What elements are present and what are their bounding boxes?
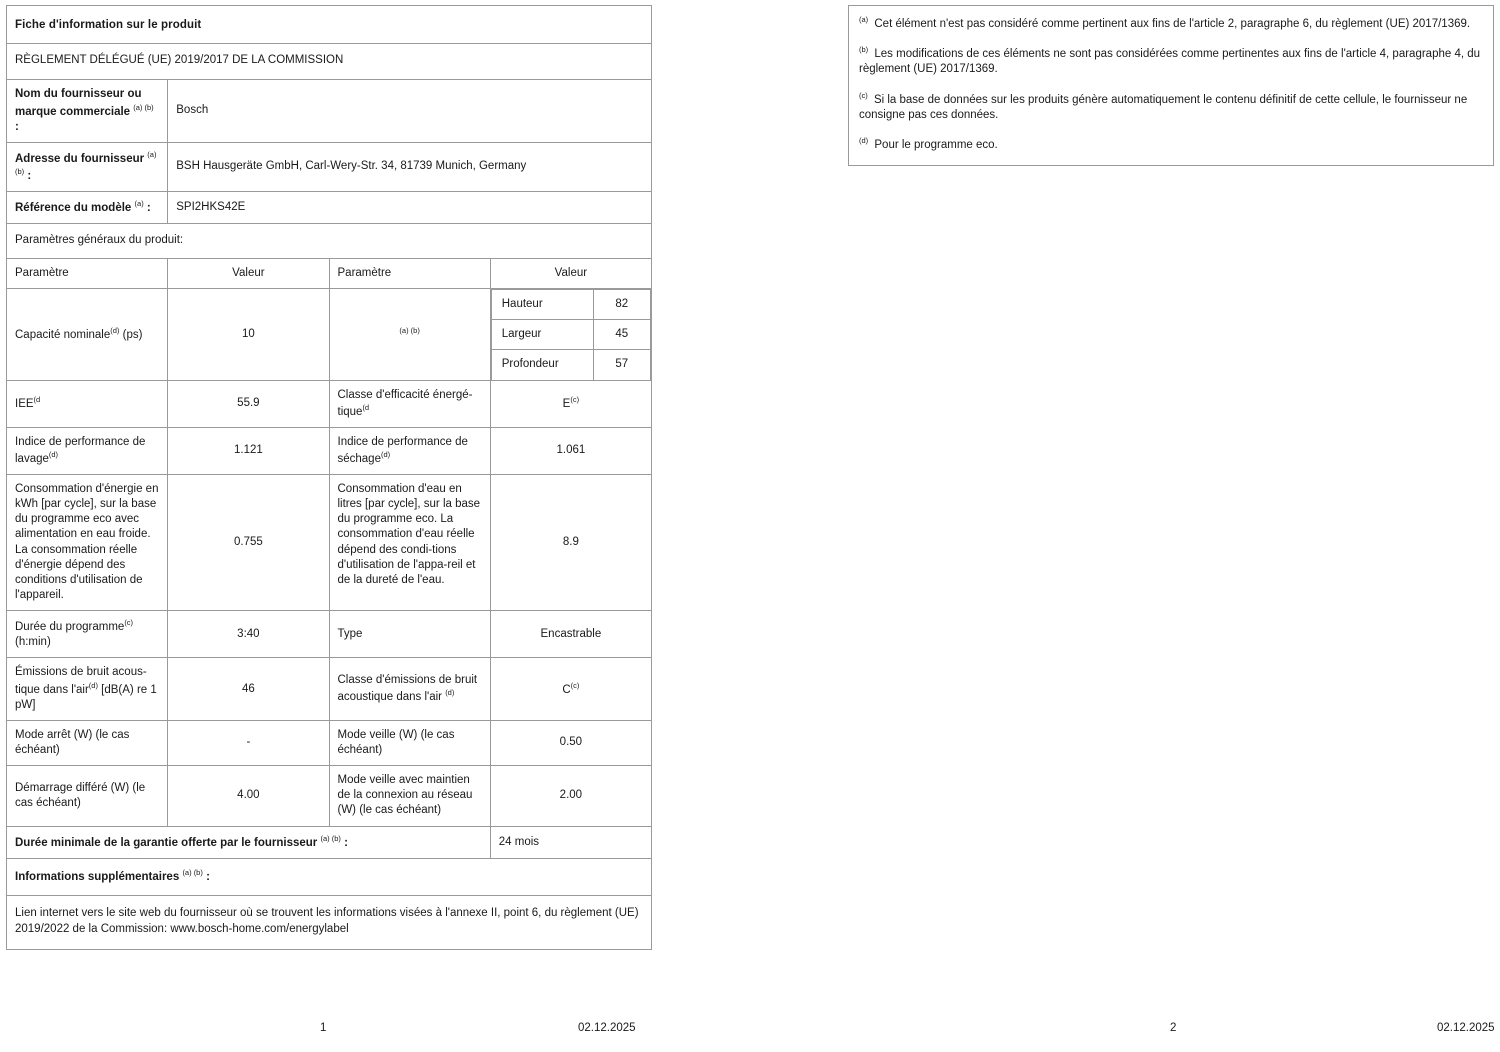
internet-link-row [7, 895, 652, 949]
model-colon: : [146, 201, 151, 214]
supplier-name-label-cell [7, 80, 168, 142]
standby-mode-label: Mode veille (W) (le cas échéant) [329, 720, 490, 765]
additional-info-label-cell [7, 858, 652, 895]
iee-row [7, 380, 652, 427]
page-2-number: 2 [1170, 1022, 1177, 1034]
additional-info-colon: : [206, 870, 210, 883]
dimension-row-depth [491, 350, 650, 380]
energy-class-footnote: (d [362, 402, 370, 412]
noise-class-value-cell [490, 658, 651, 720]
dimension-row-height [491, 290, 650, 320]
drying-performance-footnote: (d) [380, 449, 391, 459]
duration-row [7, 611, 652, 658]
noise-class-label: Classe d'émissions de bruit acoustique dans l'air [337, 674, 478, 704]
noise-value: 46 [168, 658, 329, 720]
washing-performance-label: Indice de performance de lavage [15, 435, 146, 465]
footnote-a [859, 15, 1483, 32]
footnote-d-marker: (d) [859, 135, 869, 145]
footnotes-box [848, 5, 1494, 166]
duration-label-tail: (h:min) [15, 636, 51, 649]
dimension-label-height: Hauteur [491, 290, 593, 320]
dimension-value-height: 82 [593, 290, 650, 320]
additional-info-footnote: (a) (b) [182, 867, 203, 877]
regulation-subtitle: RÈGLEMENT DÉLÉGUÉ (UE) 2019/2017 DE LA COMMISSION [7, 44, 652, 80]
supplier-name-value: Bosch [168, 80, 652, 142]
iee-label-cell [7, 380, 168, 427]
delay-start-value: 4.00 [168, 766, 329, 827]
noise-class-value: C [562, 683, 571, 696]
networked-standby-label: Mode veille avec maintien de la connexion au réseau (W) (le cas échéant) [329, 766, 490, 827]
noise-label: Émissions de bruit acous-tique dans l'air [15, 666, 147, 696]
off-mode-value: - [168, 720, 329, 765]
general-section-row [7, 223, 652, 258]
iee-label: IEE [15, 397, 34, 410]
dimension-value-depth: 57 [593, 350, 650, 380]
supplier-address-colon: : [27, 169, 32, 182]
general-parameters-label: Paramètres généraux du produit: [7, 223, 652, 258]
noise-class-label-cell [329, 658, 490, 720]
duration-footnote: (c) [124, 618, 134, 628]
footnote-c [859, 91, 1483, 123]
additional-info-row [7, 858, 652, 895]
washing-performance-value: 1.121 [168, 427, 329, 474]
energy-class-value-cell [490, 380, 651, 427]
supplier-name-label: Nom du fournisseur ou marque commerciale [15, 88, 142, 118]
noise-class-value-footnote: (c) [570, 680, 580, 690]
footnote-c-marker: (c) [859, 90, 868, 100]
supplier-address-footnote: (a) (b) [15, 149, 157, 176]
warranty-colon: : [344, 836, 348, 849]
warranty-footnote: (a) (b) [320, 833, 341, 843]
drying-performance-label: Indice de performance de séchage [337, 435, 468, 465]
footnote-a-text: Cet élément n'est pas considéré comme pertinent aux fins de l'article 2, paragraphe 6, du règlement (UE) 2017/1369. [874, 17, 1471, 30]
dimensions-footnote: (a) (b) [399, 325, 420, 335]
supplier-address-value: BSH Hausgeräte GmbH, Carl-Wery-Str. 34, 81739 Munich, Germany [168, 142, 652, 191]
dimension-value-width: 45 [593, 320, 650, 350]
model-value: SPI2HKS42E [168, 191, 652, 223]
delay-start-label: Démarrage différé (W) (le cas échéant) [7, 766, 168, 827]
header-value-1: Valeur [168, 258, 329, 288]
iee-footnote: (d [33, 395, 41, 405]
warranty-row [7, 826, 652, 858]
drying-performance-value: 1.061 [490, 427, 651, 474]
model-label: Référence du modèle [15, 201, 132, 214]
consumption-row [7, 474, 652, 610]
dimension-label-depth: Profondeur [491, 350, 593, 380]
energy-class-label-cell [329, 380, 490, 427]
footnote-d [859, 136, 1483, 153]
supplier-address-label-cell [7, 142, 168, 191]
washing-performance-footnote: (d) [48, 449, 59, 459]
supplier-address-label: Adresse du fournisseur [15, 152, 145, 165]
water-consumption-label: Consommation d'eau en litres [par cycle], sur la base du programme eco. La consommation d'eau réelle dépend des condi-tions d'utilisation de l'appa-reil et de la dureté de l'eau. [329, 474, 490, 610]
supplier-name-row [7, 80, 652, 142]
networked-standby-value: 2.00 [490, 766, 651, 827]
capacity-footnote: (d) [110, 325, 120, 335]
off-standby-row [7, 720, 652, 765]
energy-consumption-value: 0.755 [168, 474, 329, 610]
noise-class-footnote: (d) [445, 688, 455, 698]
product-information-sheet [6, 5, 652, 950]
dimension-label-width: Largeur [491, 320, 593, 350]
energy-class-value: E [562, 397, 571, 410]
water-consumption-value: 8.9 [490, 474, 651, 610]
model-footnote: (a) [134, 198, 144, 208]
iee-value: 55.9 [168, 380, 329, 427]
energy-class-label: Classe d'efficacité énergé-tique [337, 388, 473, 418]
standby-mode-value: 0.50 [490, 720, 651, 765]
supplier-address-row [7, 142, 652, 191]
noise-label-tail: [dB(A) re 1 pW] [15, 683, 157, 711]
dimensions-label-cell [329, 289, 490, 381]
noise-row [7, 658, 652, 720]
type-label: Type [329, 611, 490, 658]
footnote-b-text: Les modifications de ces éléments ne sont pas considérées comme pertinentes aux fins de l'article 4, paragraphe 4, du règlement (UE) 2017/1369. [859, 47, 1481, 76]
energy-class-value-footnote: (c) [570, 395, 580, 405]
delay-network-row [7, 766, 652, 827]
performance-row [7, 427, 652, 474]
dimension-row-width [491, 320, 650, 350]
duration-value: 3:40 [168, 611, 329, 658]
footnote-d-text: Pour le programme eco. [874, 138, 998, 151]
supplier-name-colon: : [15, 120, 19, 133]
footnote-b [859, 45, 1483, 77]
type-value: Encastrable [490, 611, 651, 658]
dimensions-table [491, 289, 651, 380]
footnote-b-marker: (b) [859, 45, 869, 55]
capacity-label-tail: (ps) [122, 328, 143, 341]
page-1-number: 1 [320, 1022, 327, 1034]
warranty-label: Durée minimale de la garantie offerte par le fournisseur [15, 836, 318, 849]
drying-performance-label-cell [329, 427, 490, 474]
duration-label-cell [7, 611, 168, 658]
warranty-label-cell [7, 826, 491, 858]
dimensions-cell [490, 289, 651, 381]
page-title: Fiche d'information sur le produit [7, 6, 652, 44]
washing-performance-label-cell [7, 427, 168, 474]
header-value-2: Valeur [490, 258, 651, 288]
page-2-date: 02.12.2025 [1437, 1022, 1495, 1034]
header-parameter-1: Paramètre [7, 258, 168, 288]
noise-label-cell [7, 658, 168, 720]
duration-label: Durée du programme [15, 621, 125, 634]
capacity-label: Capacité nominale [15, 328, 111, 341]
noise-footnote: (d) [88, 680, 98, 690]
warranty-value: 24 mois [490, 826, 651, 858]
page-1-date: 02.12.2025 [578, 1022, 636, 1034]
capacity-value: 10 [168, 289, 329, 381]
additional-info-label: Informations supplémentaires [15, 870, 180, 883]
supplier-website-text: Lien internet vers le site web du fournisseur où se trouvent les informations visées à l'annexe II, point 6, du règlement (UE) 2019/2022 de la Commission: www.bosch-home.com/energylabel [7, 895, 652, 949]
capacity-label-cell [7, 289, 168, 381]
title-row [7, 6, 652, 44]
model-label-cell [7, 191, 168, 223]
supplier-name-footnote: (a) (b) [133, 102, 154, 112]
capacity-row [7, 289, 652, 381]
subtitle-row [7, 44, 652, 80]
off-mode-label: Mode arrêt (W) (le cas échéant) [7, 720, 168, 765]
model-reference-row [7, 191, 652, 223]
footnote-c-text: Si la base de données sur les produits génère automatiquement le contenu définitif de cette cellule, le fournisseur ne consigne pas ces données. [859, 93, 1468, 121]
fiche-table [6, 5, 652, 950]
header-parameter-2: Paramètre [329, 258, 490, 288]
footnote-a-marker: (a) [859, 15, 869, 24]
energy-consumption-label: Consommation d'énergie en kWh [par cycle], sur la base du programme eco avec alimentation en eau froide. La consommation réelle d'énergie dépend des conditions d'utilisation de l'appareil. [7, 474, 168, 610]
column-header-row [7, 258, 652, 288]
